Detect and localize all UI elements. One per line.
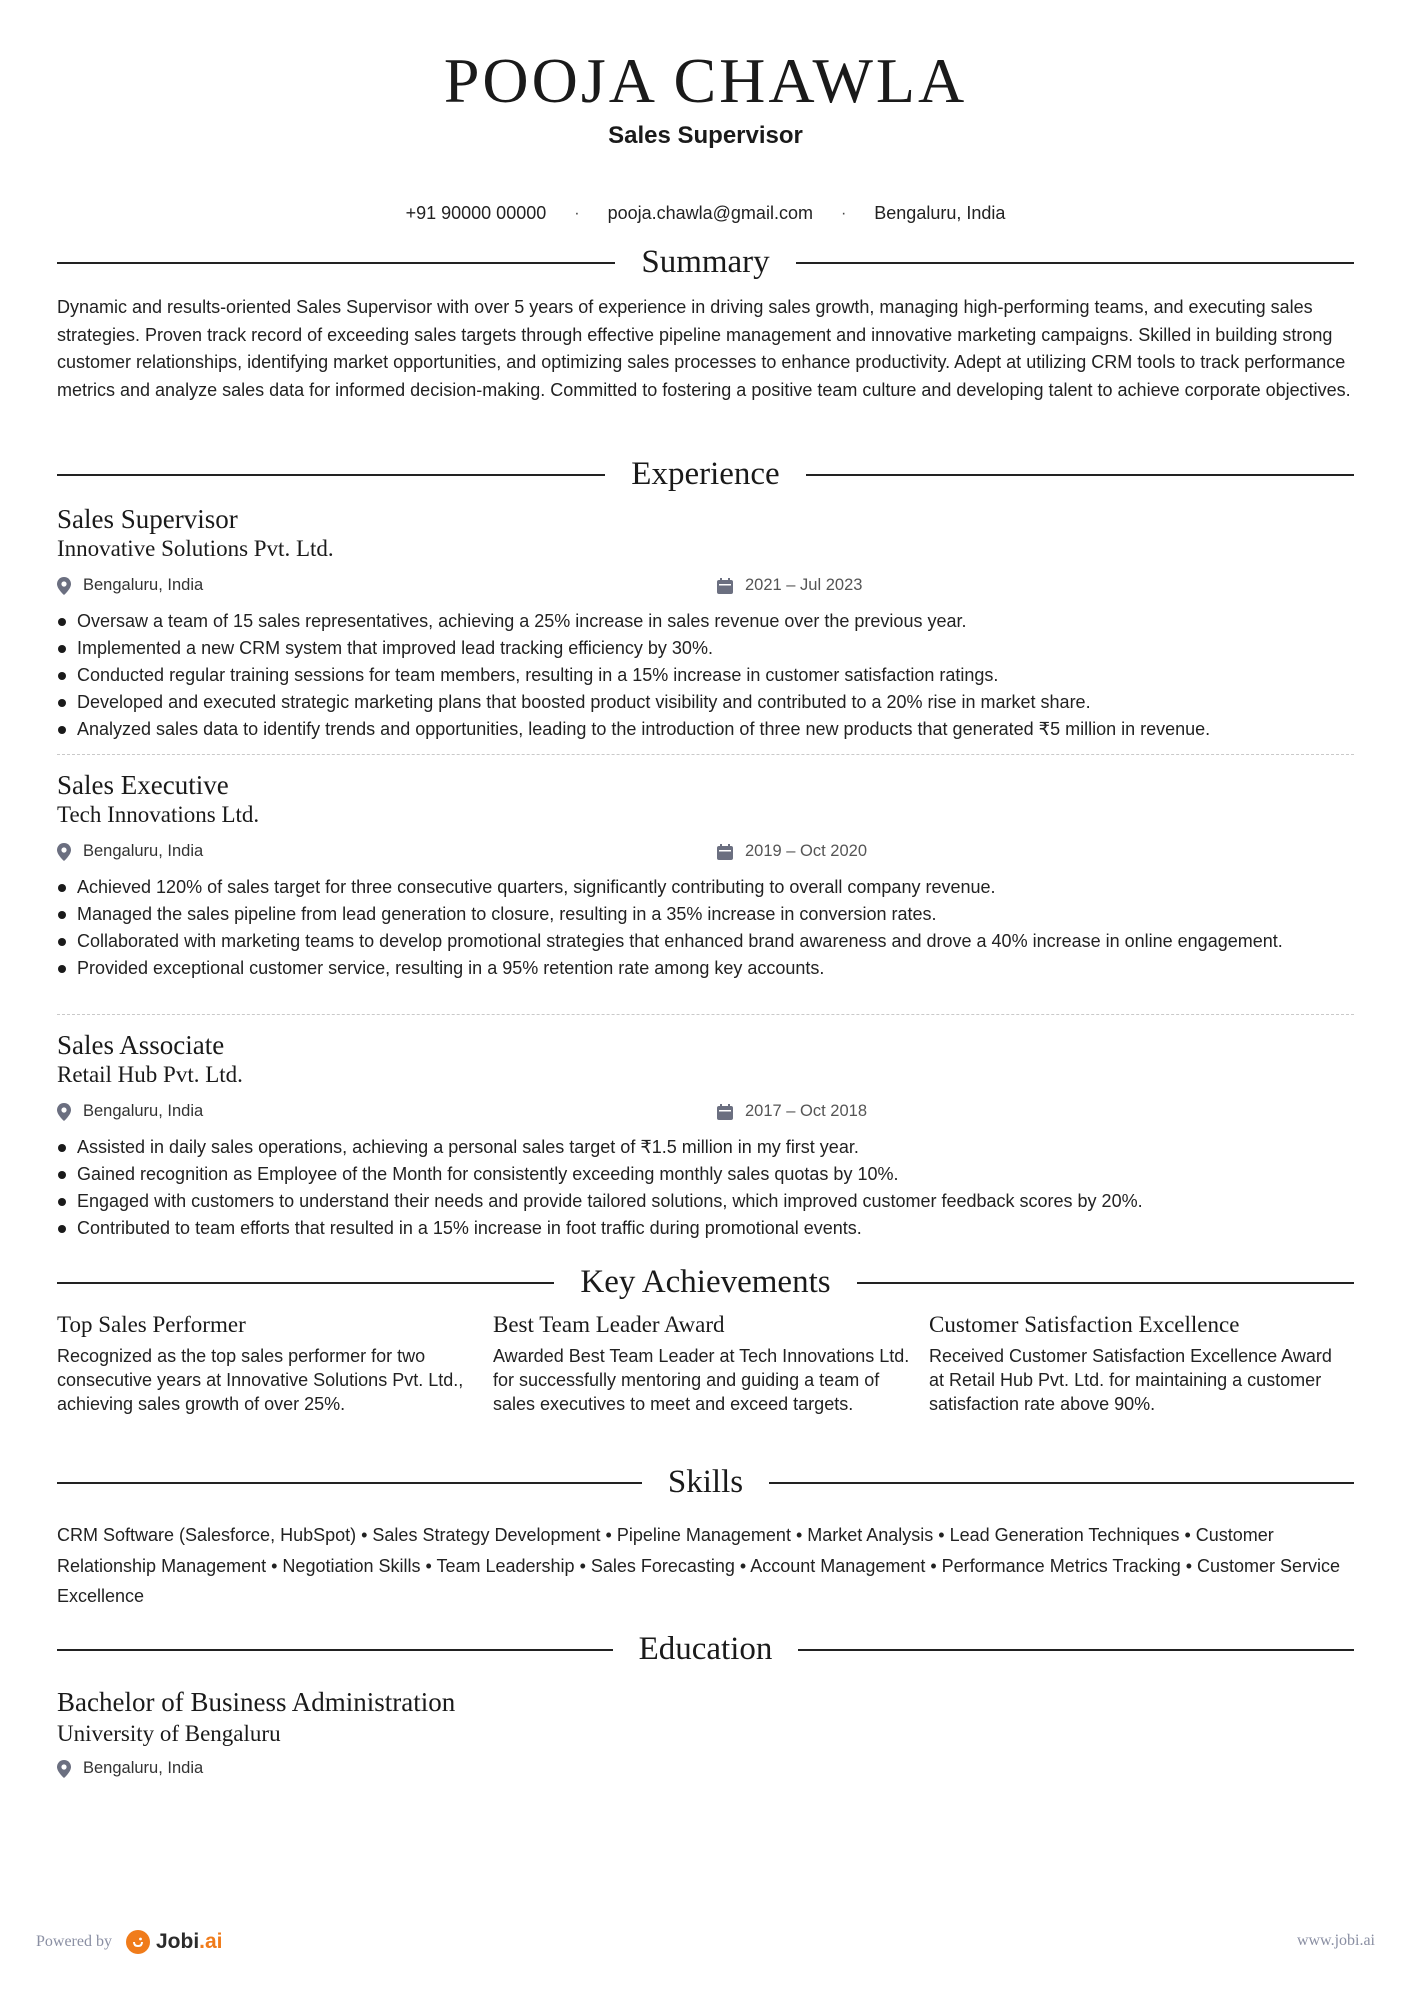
job-company: Tech Innovations Ltd. — [57, 802, 260, 827]
divider — [57, 474, 605, 476]
achievement-title: Best Team Leader Award — [493, 1312, 725, 1337]
jobi-logo-text[interactable] — [156, 1930, 223, 1954]
section-title: Education — [638, 1631, 773, 1667]
job-location-text: Bengaluru, India — [83, 1102, 204, 1120]
job-location-text: Bengaluru, India — [83, 842, 204, 860]
education-location — [57, 1759, 203, 1778]
job-divider — [57, 754, 1354, 755]
calendar-icon — [717, 1104, 733, 1120]
divider — [57, 1649, 613, 1651]
summary-text: Dynamic and results-oriented Sales Supervisor with over 5 years of experience in driving sales growth, managing high-performing teams, and executing sales strategies. Proven track record of exceeding sales targets through effective pipeline management and innovative marketing campaigns. Skilled in building strong customer relationships, identifying market opportunities, and optimizing sales processes to enhance productivity. Adept at utilizing CRM tools to track performance metrics and analyze sales data for informed decision-making. Committed to fostering a positive team culture and developing talent to achieve corporate objectives. — [57, 297, 1351, 400]
education-location-text: Bengaluru, India — [83, 1759, 204, 1777]
divider — [798, 1649, 1354, 1651]
footer-branding — [36, 1930, 223, 1954]
job-divider — [57, 1014, 1354, 1015]
bullet-item: Collaborated with marketing teams to develop promotional strategies that enhanced brand awareness and drove a 40% increase in online engagement. — [57, 930, 1354, 952]
job-location — [57, 1102, 203, 1121]
achievement-text: Received Customer Satisfaction Excellence Award at Retail Hub Pvt. Ltd. for maintaining a customer satisfaction rate above 90%. — [929, 1346, 1332, 1414]
job-title: Sales Supervisor — [57, 504, 238, 534]
job-dates — [717, 1102, 867, 1121]
bullet-item: Assisted in daily sales operations, achieving a personal sales target of ₹1.5 million in my first year. — [57, 1136, 1354, 1158]
map-pin-icon — [57, 843, 71, 861]
jobi-logo-icon — [126, 1930, 150, 1954]
job-meta — [57, 1102, 1354, 1126]
job-bullets — [57, 876, 1354, 979]
email-text: pooja.chawla@gmail.com — [607, 203, 813, 223]
bullet-item: Provided exceptional customer service, resulting in a 95% retention rate among key accounts. — [57, 957, 1354, 979]
achievement-item — [57, 1310, 477, 1416]
section-title: Key Achievements — [580, 1264, 831, 1300]
section-skills-heading — [57, 1464, 1354, 1501]
job-dates-text: 2021 – Jul 2023 — [745, 576, 863, 594]
phone-text: +91 90000 00000 — [405, 203, 547, 223]
section-title: Summary — [641, 244, 770, 280]
bullet-item: Implemented a new CRM system that improved lead tracking efficiency by 30%. — [57, 637, 1354, 659]
powered-by-text: Powered by — [36, 1933, 112, 1950]
divider — [57, 1482, 642, 1484]
calendar-icon — [717, 578, 733, 594]
map-pin-icon — [57, 1760, 71, 1778]
divider — [796, 262, 1354, 264]
job-meta — [57, 576, 1354, 600]
bullet-item: Oversaw a team of 15 sales representatives, achieving a 25% increase in sales revenue over the previous year. — [57, 610, 1354, 632]
experience-item — [57, 1030, 1354, 1244]
brand-main: Jobi — [155, 1930, 200, 1953]
divider — [57, 1282, 554, 1284]
bullet-item: Gained recognition as Employee of the Month for consistently exceeding monthly sales quotas by 10%. — [57, 1163, 1354, 1185]
location-text: Bengaluru, India — [874, 203, 1006, 223]
bullet-item: Achieved 120% of sales target for three consecutive quarters, significantly contributing to overall company revenue. — [57, 876, 1354, 898]
candidate-name: POOJA CHAWLA — [443, 45, 968, 116]
map-pin-icon — [57, 1103, 71, 1121]
education-item — [57, 1685, 1354, 1783]
contact-line — [0, 203, 1411, 224]
job-title: Sales Associate — [57, 1030, 225, 1060]
job-company: Innovative Solutions Pvt. Ltd. — [57, 536, 334, 561]
achievement-title: Customer Satisfaction Excellence — [929, 1312, 1240, 1337]
job-location-text: Bengaluru, India — [83, 576, 204, 594]
job-title: Sales Executive — [57, 770, 229, 800]
divider — [57, 262, 615, 264]
section-achievements-heading — [57, 1264, 1354, 1301]
map-pin-icon — [57, 577, 71, 595]
job-location — [57, 576, 203, 595]
website-link[interactable]: www.jobi.ai — [1296, 1932, 1375, 1949]
section-summary-heading — [57, 244, 1354, 281]
job-location — [57, 842, 203, 861]
job-meta — [57, 842, 1354, 866]
bullet-item: Conducted regular training sessions for team members, resulting in a 15% increase in customer satisfaction ratings. — [57, 664, 1354, 686]
job-company: Retail Hub Pvt. Ltd. — [57, 1062, 243, 1087]
separator: · — [574, 204, 580, 222]
job-dates — [717, 842, 867, 861]
experience-item — [57, 504, 1354, 745]
experience-item — [57, 770, 1354, 984]
section-education-heading — [57, 1631, 1354, 1668]
section-title: Skills — [667, 1464, 744, 1500]
achievement-text: Recognized as the top sales performer for two consecutive years at Innovative Solutions Pvt. Ltd., achieving sales growth of over 25%. — [57, 1346, 464, 1414]
achievement-text: Awarded Best Team Leader at Tech Innovations Ltd. for successfully mentoring and guiding a team of sales executives to meet and exceed targets. — [493, 1346, 910, 1414]
bullet-item: Contributed to team efforts that resulted in a 15% increase in foot traffic during promotional events. — [57, 1217, 1354, 1239]
bullet-item: Managed the sales pipeline from lead generation to closure, resulting in a 35% increase in conversion rates. — [57, 903, 1354, 925]
divider — [769, 1482, 1354, 1484]
section-experience-heading — [57, 456, 1354, 493]
brand-suffix: .ai — [199, 1930, 223, 1953]
divider — [806, 474, 1354, 476]
school-name: University of Bengaluru — [57, 1721, 281, 1746]
job-dates-text: 2019 – Oct 2020 — [745, 842, 868, 860]
bullet-item: Analyzed sales data to identify trends and opportunities, leading to the introduction of three new products that generated ₹5 million in revenue. — [57, 718, 1354, 740]
candidate-role: Sales Supervisor — [608, 122, 803, 149]
job-dates-text: 2017 – Oct 2018 — [745, 1102, 868, 1120]
bullet-item: Developed and executed strategic marketing plans that boosted product visibility and contributed to a 20% rise in market share. — [57, 691, 1354, 713]
achievement-title: Top Sales Performer — [57, 1312, 246, 1337]
achievement-item — [493, 1310, 913, 1416]
separator: · — [840, 204, 847, 222]
job-bullets — [57, 1136, 1354, 1239]
degree-title: Bachelor of Business Administration — [57, 1687, 456, 1717]
bullet-item: Engaged with customers to understand their needs and provide tailored solutions, which improved customer feedback scores by 20%. — [57, 1190, 1354, 1212]
skills-text: CRM Software (Salesforce, HubSpot) • Sales Strategy Development • Pipeline Management • Market Analysis • Lead Generation Techniques • Customer Relationship Management • Negotiation Skills • Team Leadership • Sales Forecasting • Account Management • Performance Metrics Tracking • Customer Service Excellence — [57, 1525, 1341, 1606]
section-title: Experience — [631, 456, 780, 492]
calendar-icon — [717, 844, 733, 860]
job-dates — [717, 576, 862, 595]
achievement-item — [929, 1310, 1349, 1416]
education-meta — [57, 1759, 1354, 1783]
divider — [857, 1282, 1354, 1284]
job-bullets — [57, 610, 1354, 740]
